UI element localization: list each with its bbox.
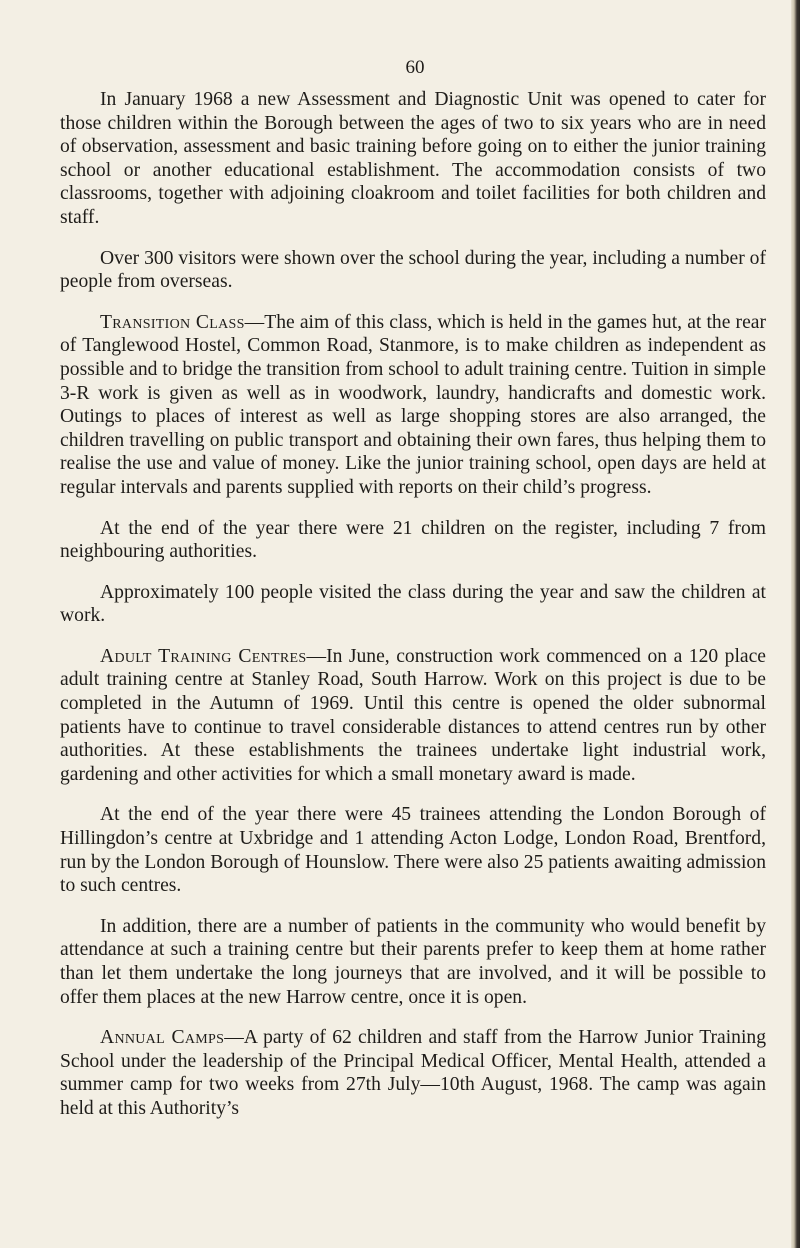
section-heading: Transition Class <box>100 311 245 333</box>
paragraph-text: —A party of 62 children and staff from the Harrow Junior Training School under the leadership of the Principal Medical Officer, Mental Health, attended a summer camp for two weeks from 27th July—10th August, 1968. The camp was again held at this Authority’s <box>60 1027 767 1119</box>
paragraph-text: Over 300 visitors were shown over the school during the year, including a number of people from overseas. <box>60 247 766 293</box>
paragraph-community-patients <box>60 915 766 1009</box>
section-heading: Adult Training Centres <box>100 645 307 667</box>
page-number: 60 <box>405 57 425 78</box>
paragraph-assessment-unit <box>60 88 766 230</box>
paragraph-text: In addition, there are a number of patients in the community who would benefit by attendance at such a training centre but their parents prefer to keep them at home rather than let them undertake the long journeys that are involved, and it will be possible to offer them places at the new Harrow centre, once it is open. <box>60 915 766 1008</box>
paragraph-text: At the end of the year there were 45 trainees attending the London Borough of Hillingdon’s centre at Uxbridge and 1 attending Acton Lodge, London Road, Brentford, run by the London Borough of Hounslow. There were also 25 patients awaiting admission to such centres. <box>60 804 766 897</box>
paragraph-annual-camps <box>60 1026 766 1120</box>
paragraph-adult-training-centres <box>60 645 766 787</box>
body-text <box>60 88 766 1138</box>
paragraph-transition-class <box>60 311 766 500</box>
paragraph-text: Approximately 100 people visited the class during the year and saw the children at work. <box>60 581 766 627</box>
paragraph-text: —In June, construction work commenced on a 120 place adult training centre at Stanley Road, South Harrow. Work on this project is due to be completed in the Autumn of 1969. Until this centre is opened the older subnormal patients have to continue to travel considerable distances to attend centres run by other authorities. At these establishments the trainees undertake light industrial work, gardening and other activities for which a small monetary award is made. <box>60 645 766 785</box>
paragraph-text: —The aim of this class, which is held in the games hut, at the rear of Tanglewood Hostel, Common Road, Stanmore, is to make children as independent as possible and to bridge the transition from school to adult training centre. Tuition in simple 3-R work is given as well as in woodwork, laundry, handicrafts and domestic work. Outings to places of interest as well as large shopping stores are also arranged, the children travelling on public transport and obtaining their own fares, thus helping them to realise the use and value of money. Like the junior training school, open days are held at regular intervals and parents supplied with reports on their child’s progress. <box>60 311 766 498</box>
section-heading: Annual Camps <box>100 1027 225 1049</box>
page-edge-shadow <box>791 0 800 1248</box>
paragraph-visitors <box>60 247 766 294</box>
paragraph-trainees <box>60 803 766 897</box>
paragraph-register <box>60 517 766 564</box>
paragraph-text: At the end of the year there were 21 children on the register, including 7 from neighbouring authorities. <box>60 517 766 563</box>
paragraph-text: In January 1968 a new Assessment and Diagnostic Unit was opened to cater for those children within the Borough between the ages of two to six years who are in need of observation, assessment and basic training before going on to either the junior training school or another educational establishment. The accommodation consists of two classrooms, together with adjoining cloakroom and toilet facilities for both children and staff. <box>60 89 766 228</box>
paragraph-class-visitors <box>60 581 766 628</box>
